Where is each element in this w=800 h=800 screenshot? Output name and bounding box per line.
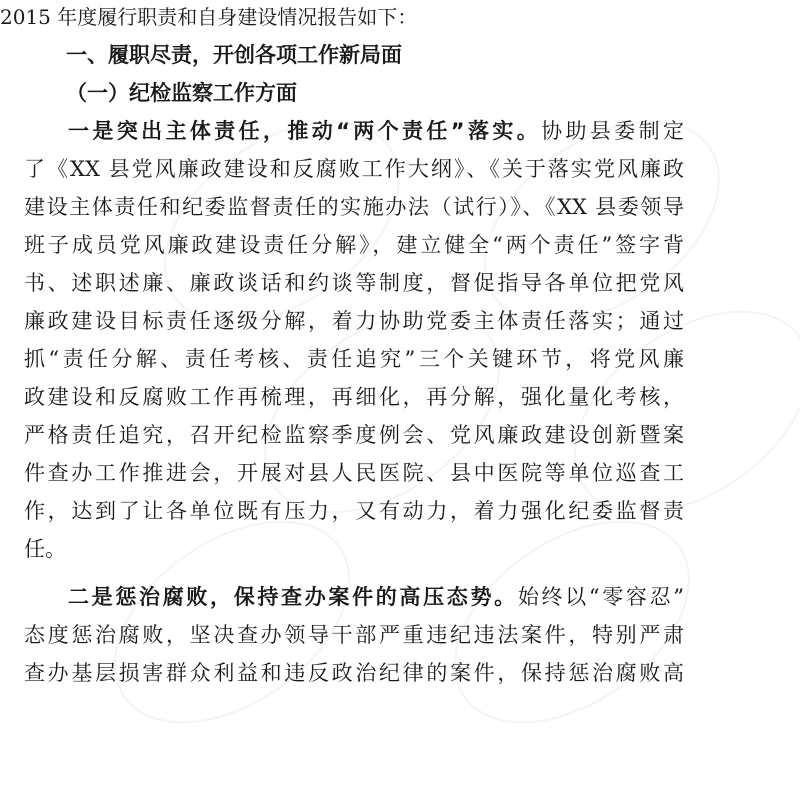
paragraph-text: 始终以“零容忍” xyxy=(517,585,684,609)
paragraph-line: 态度惩治腐败，坚决查办领导干部严重违纪违法案件，特别严肃 xyxy=(24,623,684,647)
paragraph-line: 作，达到了让各单位既有压力，又有动力，着力强化纪委监督责 xyxy=(24,499,684,523)
paragraph-text: 协助县委制定 xyxy=(541,119,685,143)
intro-line: 2015 年度履行职责和自身建设情况报告如下： xyxy=(0,5,418,29)
paragraph-line: 书、述职述廉、廉政谈话和约谈等制度，督促指导各单位把党风 xyxy=(24,271,684,295)
paragraph-line: 查办基层损害群众利益和违反政治纪律的案件，保持惩治腐败高 xyxy=(24,661,684,685)
subsection-heading: （一）纪检监察工作方面 xyxy=(66,81,297,105)
paragraph-line: 了《XX 县党风廉政建设和反腐败工作大纲》、《关于落实党风廉政 xyxy=(24,157,684,181)
paragraph-lead: 二是惩治腐败，保持查办案件的高压态势。 xyxy=(68,585,518,609)
paragraph-line: 廉政建设目标责任逐级分解，着力协助党委主体责任落实；通过 xyxy=(24,309,684,333)
paragraph-line: 任。 xyxy=(24,537,66,561)
paragraph-line: 建设主体责任和纪委监督责任的实施办法（试行）》、《XX 县委领导 xyxy=(24,195,684,219)
section-heading: 一、履职尽责，开创各项工作新局面 xyxy=(66,43,402,67)
paragraph-line xyxy=(68,584,684,610)
paragraph-line: 抓“责任分解、责任考核、责任追究”三个关键环节，将党风廉 xyxy=(24,347,684,371)
paragraph-line: 班子成员党风廉政建设责任分解》，建立健全“两个责任”签字背 xyxy=(24,233,684,257)
paragraph-line: 政建设和反腐败工作再梳理，再细化，再分解，强化量化考核， xyxy=(24,385,684,409)
paragraph-lead: 一是突出主体责任，推动“两个责任”落实。 xyxy=(68,119,542,143)
paragraph-line: 件查办工作推进会，开展对县人民医院、县中医院等单位巡查工 xyxy=(24,461,684,485)
paragraph-line: 严格责任追究，召开纪检监察季度例会、党风廉政建设创新暨案 xyxy=(24,423,684,447)
paragraph-line xyxy=(68,118,684,144)
